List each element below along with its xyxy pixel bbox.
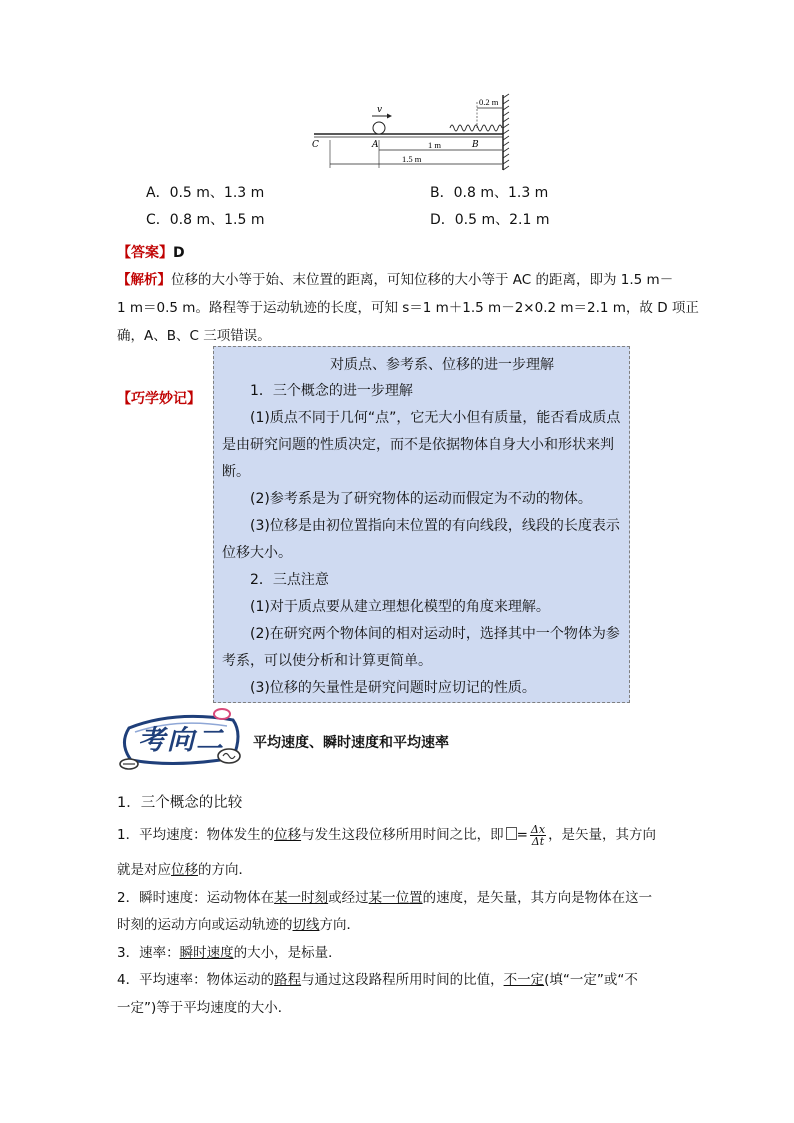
item-2-text-e: 方向． — [319, 917, 360, 933]
tip-heading-1: 1．三个概念的进一步理解 — [250, 383, 413, 399]
tip-box — [213, 346, 630, 703]
item-4-blank-1: 路程 — [274, 972, 302, 988]
item-3-blank-1: 瞬时速度 — [179, 945, 234, 961]
item-1-blank-1: 位移 — [274, 827, 302, 843]
tip-q1: (1)对于质点要从建立理想化模型的角度来理解。 — [250, 599, 550, 615]
item-2-blank-1: 某一时刻 — [274, 890, 329, 906]
dist-0-2-label: 0.2 m — [479, 97, 499, 107]
physics-diagram — [310, 92, 520, 174]
item-3-line — [117, 941, 342, 961]
velocity-label: v — [377, 105, 383, 115]
tip-p3b: 位移大小。 — [222, 545, 292, 561]
dist-1m-label: 1 m — [428, 140, 441, 150]
dist-1-5m-label: 1.5 m — [402, 154, 422, 164]
item-3-num: 3． — [117, 945, 140, 961]
item-2-text-c: 的速度，是矢量，其方向是物体在这一 — [422, 890, 653, 906]
tip-q2b: 考系，可以使分析和计算更简单。 — [222, 653, 432, 669]
point-a: A — [372, 140, 379, 150]
item-2-text-b: 或经过 — [328, 890, 369, 906]
item-4-term: 平均速率 — [139, 972, 194, 988]
tip-p1a: (1)质点不同于几何“点”，它无大小但有质量，能否看成质点 — [250, 410, 621, 426]
item-1-text-a: ：物体发生的 — [193, 827, 275, 843]
item-1-line-1: 1．平均速度：物体发生的位移与发生这段位移所用时间之比，即 = $\frac{\Delta x}{\Delta t}$ ，是矢量，其方向 — [117, 822, 657, 848]
answer-label: 【答案】 — [117, 245, 173, 261]
tip-label: 【巧学妙记】 — [117, 391, 201, 407]
item-2-blank-2: 某一位置 — [368, 890, 423, 906]
tip-p3a: (3)位移是由初位置指向末位置的有向线段，线段的长度表示 — [250, 518, 620, 534]
tip-p1c: 断。 — [222, 464, 250, 480]
item-3-text-b: 的大小，是标量． — [233, 945, 342, 961]
analysis-line-1 — [117, 268, 673, 288]
fraction-numerator: Δx — [530, 822, 546, 836]
section-title: 平均速度、瞬时速度和平均速率 — [253, 735, 449, 751]
item-4-blank-2: 不一定 — [503, 972, 545, 988]
analysis-label: 【解析】 — [117, 272, 171, 288]
item-1-text-d: 就是对应 — [117, 862, 171, 878]
tip-title: 对质点、参考系、位移的进一步理解 — [330, 357, 554, 373]
tip-q2a: (2)在研究两个物体间的相对运动时，选择其中一个物体为参 — [250, 626, 620, 642]
tip-q3: (3)位移的矢量性是研究问题时应切记的性质。 — [250, 680, 536, 696]
item-2-blank-3: 切线 — [292, 917, 320, 933]
section-badge: 考向二 — [138, 725, 225, 756]
analysis-line-3: 确，A、B、C 三项错误。 — [117, 328, 271, 344]
tip-heading-2: 2．三点注意 — [250, 572, 329, 588]
item-2-line-1 — [117, 886, 652, 906]
analysis-line-2: 1 m＝0.5 m。路程等于运动轨迹的长度，可知 s＝1 m＋1.5 m－2×0.2 m＝2.1 m，故 D 项正 — [117, 300, 699, 316]
option-b: B．0.8 m、1.3 m — [430, 185, 549, 201]
item-4-num: 4． — [117, 972, 140, 988]
point-b: B — [472, 140, 479, 150]
item-3-text-a: ： — [166, 945, 180, 961]
answer-line — [117, 242, 185, 262]
item-2-text-a: ：运动物体在 — [193, 890, 275, 906]
item-1-num: 1． — [117, 827, 140, 843]
item-3-term: 速率 — [139, 945, 167, 961]
item-4-line-2: 一定”)等于平均速度的大小． — [117, 1000, 292, 1016]
item-2-text-d: 时刻的运动方向或运动轨迹的 — [117, 917, 293, 933]
item-4-text-c: (填“一定”或“不 — [544, 972, 638, 988]
placeholder-box-icon — [506, 827, 517, 840]
fraction — [530, 824, 546, 847]
point-c: C — [312, 140, 319, 150]
tip-p2: (2)参考系是为了研究物体的运动而假定为不动的物体。 — [250, 491, 592, 507]
item-4-line-1 — [117, 968, 638, 988]
answer-value: D — [173, 245, 185, 261]
item-1-term: 平均速度 — [139, 827, 194, 843]
item-2-num: 2． — [117, 890, 140, 906]
fraction-denominator: Δt — [531, 834, 545, 848]
item-1-text-e: 的方向． — [198, 862, 252, 878]
item-4-text-b: 与通过这段路程所用时间的比值， — [301, 972, 504, 988]
item-4-text-a: ：物体运动的 — [193, 972, 275, 988]
item-1-line-2 — [117, 858, 252, 878]
option-d: D．0.5 m、2.1 m — [430, 212, 550, 228]
option-a: A．0.5 m、1.3 m — [146, 185, 265, 201]
item-1-blank-2: 位移 — [171, 862, 198, 878]
item-2-term: 瞬时速度 — [139, 890, 194, 906]
item-1-text-b: 与发生这段位移所用时间之比，即 — [301, 827, 504, 843]
item-1-text-c: ，是矢量，其方向 — [548, 827, 657, 843]
item-2-line-2 — [117, 913, 360, 933]
tip-p1b: 是由研究问题的性质决定，而不是依据物体自身大小和形状来判 — [222, 437, 614, 453]
option-c: C．0.8 m、1.5 m — [146, 212, 265, 228]
content-heading: 1．三个概念的比较 — [117, 795, 243, 811]
analysis-text-1: 位移的大小等于始、末位置的距离，可知位移的大小等于 AC 的距离，即为 1.5 m－ — [171, 272, 674, 288]
